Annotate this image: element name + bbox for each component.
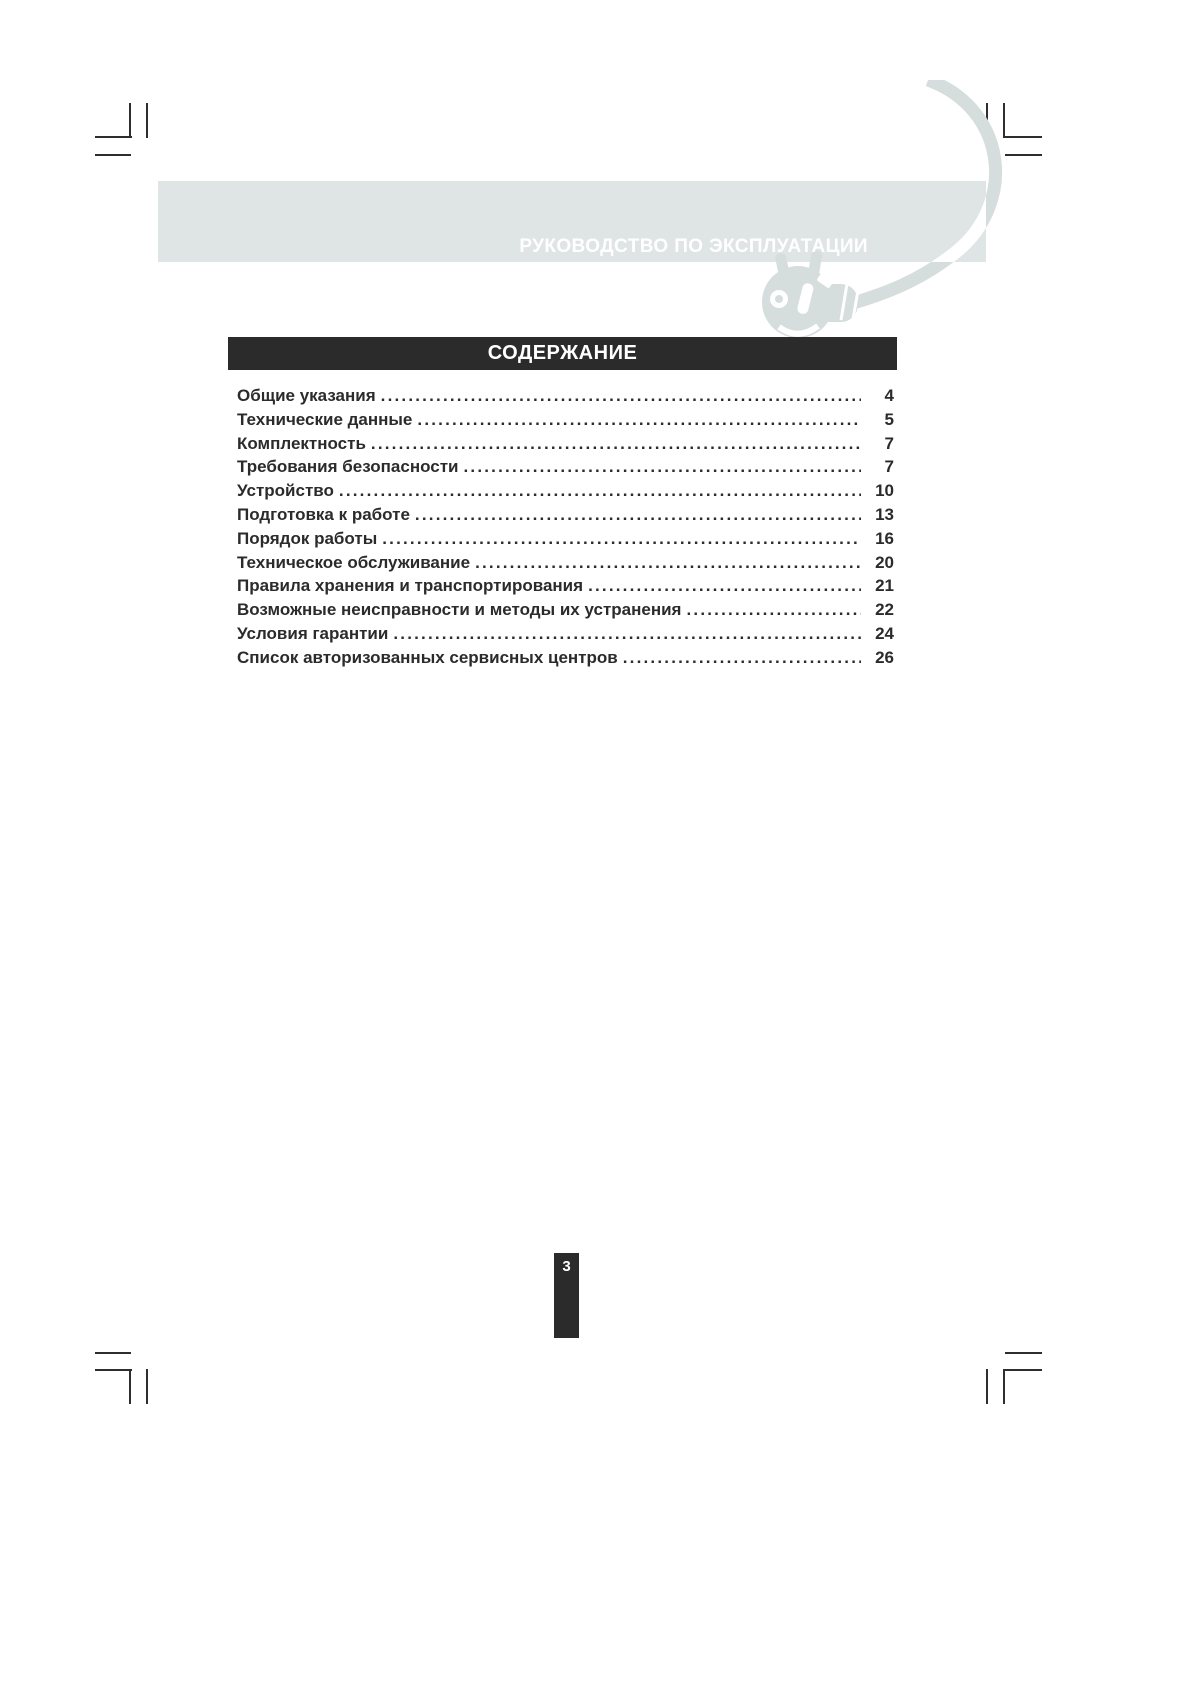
toc-entry <box>237 408 894 432</box>
crop-mark-top-left <box>95 154 131 156</box>
toc-entry-label: Правила хранения и транспортирования <box>237 576 584 596</box>
toc-entry <box>237 432 894 456</box>
toc-title: СОДЕРЖАНИЕ <box>487 342 638 364</box>
crop-mark-bottom-left <box>95 1352 131 1354</box>
crop-mark-bottom-left <box>146 1369 148 1404</box>
crop-mark-top-left <box>146 103 148 138</box>
toc-entry-page: 24 <box>875 623 894 643</box>
toc-entry-label: Устройство <box>237 481 334 501</box>
toc-dot-leader <box>623 646 861 670</box>
toc-entry-page: 20 <box>875 552 894 572</box>
toc-entry-label: Общие указания <box>237 386 376 405</box>
toc-dot-leader <box>415 503 861 527</box>
toc-entry-page: 7 <box>884 433 894 453</box>
toc-entry <box>237 479 894 503</box>
toc-entry <box>237 574 894 598</box>
crop-mark-top-left <box>95 136 132 138</box>
crop-mark-bottom-right <box>1005 1352 1042 1354</box>
toc-entry-page: 13 <box>875 504 894 524</box>
toc-entry-page: 26 <box>875 647 894 667</box>
crop-mark-top-left <box>129 103 131 138</box>
toc-dot-leader <box>686 598 861 622</box>
toc-entry <box>237 551 894 575</box>
toc-dot-leader <box>382 527 861 551</box>
toc-entry <box>237 384 894 408</box>
toc-entry-page: 4 <box>884 386 894 405</box>
toc-entry <box>237 622 894 646</box>
toc-entry-label: Техническое обслуживание <box>237 552 471 572</box>
toc-entry-page: 16 <box>875 528 894 548</box>
toc-entry-label: Порядок работы <box>237 528 378 548</box>
crop-mark-bottom-left <box>95 1369 132 1371</box>
toc-entry <box>237 527 894 551</box>
toc-entry <box>237 598 894 622</box>
toc-entry-label: Подготовка к работе <box>237 504 410 524</box>
toc-entry-page: 7 <box>884 457 894 477</box>
toc-entry-page: 22 <box>875 600 894 620</box>
header-banner <box>150 80 1010 370</box>
page-number: 3 <box>562 1258 571 1275</box>
toc-entry-label: Технические данные <box>237 409 413 429</box>
page-number-badge <box>554 1253 579 1338</box>
toc-dot-leader <box>381 384 861 408</box>
toc-entry <box>237 646 894 670</box>
table-of-contents <box>237 384 894 670</box>
toc-dot-leader <box>393 622 861 646</box>
crop-mark-bottom-right <box>1003 1369 1042 1371</box>
toc-entry-page: 10 <box>875 481 894 501</box>
toc-dot-leader <box>463 455 861 479</box>
toc-dot-leader <box>588 574 861 598</box>
toc-entry-page: 5 <box>884 409 894 429</box>
header-banner-label: РУКОВОДСТВО ПО ЭКСПЛУАТАЦИИ <box>519 236 868 257</box>
toc-entry-label: Условия гарантии <box>237 623 389 643</box>
crop-mark-top-right <box>1005 154 1042 156</box>
crop-mark-bottom-left <box>129 1369 131 1404</box>
toc-dot-leader <box>417 408 861 432</box>
toc-entry <box>237 455 894 479</box>
toc-entry <box>237 503 894 527</box>
toc-entry-label: Возможные неисправности и методы их устранения <box>237 600 682 620</box>
crop-mark-bottom-right <box>1003 1369 1005 1404</box>
toc-dot-leader <box>475 551 861 575</box>
crop-mark-bottom-right <box>986 1369 988 1404</box>
toc-dot-leader <box>339 479 861 503</box>
toc-entry-page: 21 <box>875 576 894 596</box>
toc-entry-label: Комплектность <box>237 433 366 453</box>
toc-title-bar <box>228 337 897 370</box>
toc-entry-label: Список авторизованных сервисных центров <box>237 647 618 667</box>
toc-entry-label: Требования безопасности <box>237 457 459 477</box>
toc-dot-leader <box>371 432 861 456</box>
